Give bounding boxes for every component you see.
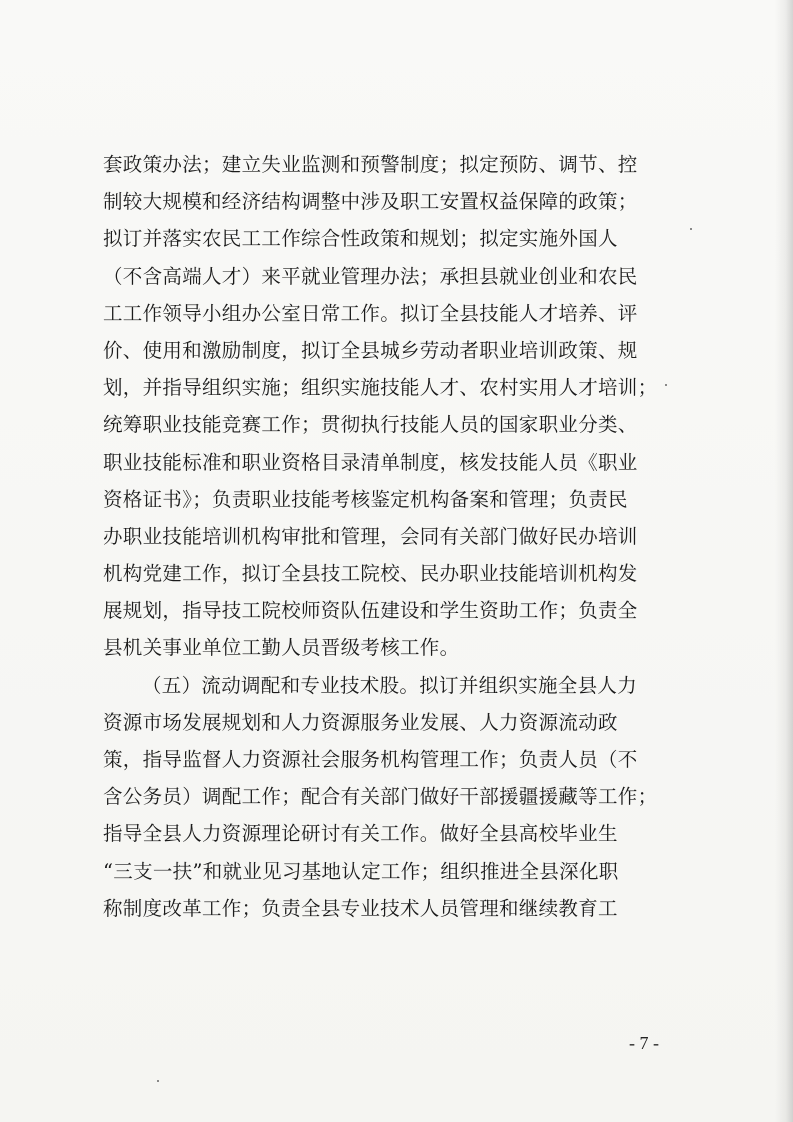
text-line-17: 策，指导监督人力资源社会服务机构管理工作；负责人员（不 xyxy=(103,748,638,771)
text-line-4: （不含高端人才）来平就业管理办法；承担县就业创业和农民 xyxy=(103,264,638,288)
text-line-13: 展规划，指导技工院校师资队伍建设和学生资助工作；负责全 xyxy=(103,599,638,623)
body-text xyxy=(103,146,703,927)
scan-speck xyxy=(665,384,667,386)
text-line-1: 套政策办法；建立失业监测和预警制度；拟定预防、调节、控 xyxy=(103,153,638,176)
text-line-8: 统筹职业技能竞赛工作；贯彻执行技能人员的国家职业分类、 xyxy=(103,413,638,437)
text-line-15: （五）流动调配和专业技术股。拟订并组织实施全县人力 xyxy=(142,673,638,697)
text-line-18: 含公务员）调配工作；配合有关部门做好干部援疆援藏等工作； xyxy=(103,785,658,809)
scan-speck xyxy=(690,228,692,230)
text-line-16: 资源市场发展规划和人力资源服务业发展、人力资源流动政 xyxy=(103,710,618,734)
scan-shadow-edge xyxy=(775,0,793,1122)
text-line-10: 资格证书》；负责职业技能考核鉴定机构备案和管理；负责民 xyxy=(103,487,628,511)
text-line-5: 工工作领导小组办公室日常工作。拟订全县技能人才培养、评 xyxy=(103,301,638,325)
text-line-19: 指导全县人力资源理论研讨有关工作。做好全县高校毕业生 xyxy=(103,822,618,846)
text-line-7: 划，并指导组织实施；组织实施技能人才、农村实用人才培训； xyxy=(103,376,658,400)
text-line-21: 称制度改革工作；负责全县专业技术人员管理和继续教育工 xyxy=(103,896,618,920)
text-line-2: 制较大规模和经济结构调整中涉及职工安置权益保障的政策； xyxy=(103,190,638,214)
text-line-20: “三支一扶”和就业见习基地认定工作；组织推进全县深化职 xyxy=(103,859,619,883)
text-line-11: 办职业技能培训机构审批和管理，会同有关部门做好民办培训 xyxy=(103,524,638,548)
page-number: - 7 - xyxy=(629,1033,659,1053)
text-line-12: 机构党建工作，拟订全县技工院校、民办职业技能培训机构发 xyxy=(103,562,638,586)
text-line-14: 县机关事业单位工勤人员晋级考核工作。 xyxy=(103,636,460,660)
text-line-3: 拟订并落实农民工工作综合性政策和规划；拟定实施外国人 xyxy=(103,227,618,251)
text-line-9: 职业技能标准和职业资格目录清单制度，核发技能人员《职业 xyxy=(103,450,638,474)
text-line-6: 价、使用和激励制度，拟订全县城乡劳动者职业培训政策、规 xyxy=(103,338,638,362)
scan-speck xyxy=(157,1080,159,1082)
